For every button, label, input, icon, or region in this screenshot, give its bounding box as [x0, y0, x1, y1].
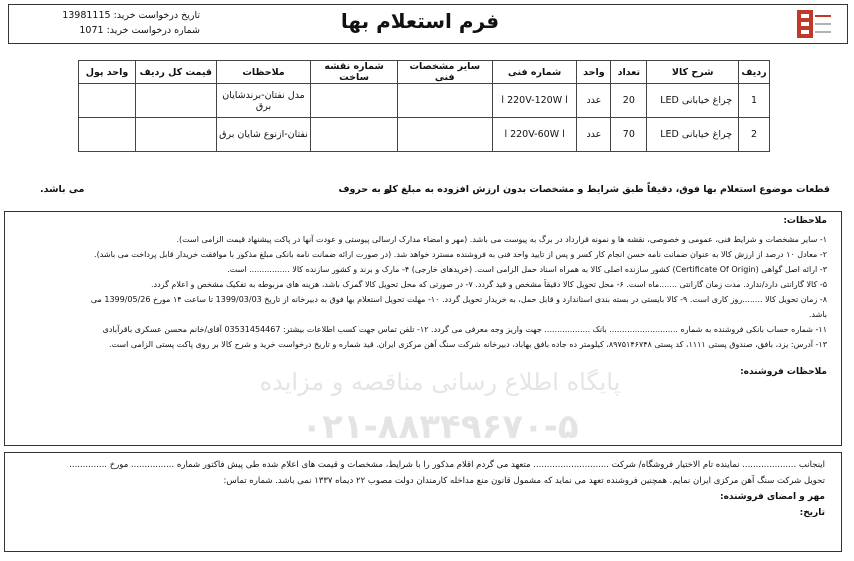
cell-technical-number: l 220V-60W l [492, 118, 577, 152]
col-technical-number: شماره فنی [492, 61, 577, 84]
cell-row-number: 1 [739, 84, 770, 118]
seller-commitment-section [4, 452, 842, 552]
note-line: ۱- سایر مشخصات و شرایط فنی، عمومی و خصوصی، نقشه ها و نمونه قرارداد در برگ به پیوست می باشد. (مهر و امضاء مدارک ارسالی پیوستی و عودت آنها در پاکت پیشنهاد قیمت الزامی است). [176, 235, 827, 244]
col-currency: واحد پول [79, 61, 136, 84]
cell-technical-number: l 220V-120W l [492, 84, 577, 118]
cell-quantity: 20 [611, 84, 647, 118]
seller-notes-title: ملاحظات فروشنده: [740, 367, 827, 377]
form-title: فرم استعلام بها [340, 9, 500, 33]
col-drawing-number: شماره نقشه ساخت [311, 61, 397, 84]
col-quantity: تعداد [611, 61, 647, 84]
notes-section [4, 211, 842, 446]
cell-other-specs [397, 118, 492, 152]
col-remarks: ملاحظات [216, 61, 311, 84]
cell-remarks: نفتان-ازنوع شایان برق [216, 118, 311, 152]
note-line: ۱۳- آدرس: یزد، بافق، صندوق پستی ۱۱۱۱، کد پستی ۸۹۷۵۱۴۶۷۴۸، کیلومتر ده جاده بافق بهاباد، دبیرخانه شرکت سنگ آهن مرکزی ایران. قید شماره و تاریخ درخواست خرید و شرح کالا بر روی پاکت پستی الزامی است. [109, 340, 827, 349]
cell-currency [79, 118, 136, 152]
cell-currency [79, 84, 136, 118]
col-row-total: قیمت کل ردیف [136, 61, 217, 84]
cell-row-total [136, 118, 217, 152]
price-in-words-label: و به حروف [338, 184, 390, 195]
cell-unit: عدد [577, 118, 611, 152]
col-other-specs: سایر مشخصات فنی [397, 61, 492, 84]
company-logo [795, 8, 833, 40]
cell-item-description: چراغ خیابانی LED [647, 84, 739, 118]
table-row [79, 84, 770, 118]
col-item-description: شرح کالا [647, 61, 739, 84]
price-statement-end: می باشد. [40, 184, 85, 195]
cell-drawing-number [311, 118, 397, 152]
cell-unit: عدد [577, 84, 611, 118]
watermark-line-1: پایگاه اطلاع رسانی مناقصه و مزایده [259, 368, 621, 396]
seller-stamp-label: مهر و امضای فروشنده: [720, 492, 825, 502]
note-line: ۲- معادل ۱۰ درصد از ارزش کالا به عنوان ضمانت نامه حسن انجام کار کسر و پس از تایید واحد فنی به فروشنده مسترد خواهد شد. (در صورت ارائه ضمانت نامه بانکی مبلغ مذکور با موافقت خریدار قابل پرداخت می باشد). [94, 250, 827, 259]
cell-remarks: مدل نفتان-برندشایان برق [216, 84, 311, 118]
signature-date-label: تاریخ: [799, 508, 825, 518]
cell-quantity: 70 [611, 118, 647, 152]
purchase-request-date: تاریخ درخواست خرید: 13981115 [62, 10, 200, 21]
commitment-line-1: اینجانب .................... نماینده تام الاختیار فروشگاه/ شرکت ............................ متعهد می گردم اقلام مذکور را با شرایط، مشخصات و قیمت های اعلام شده طی پیش فاکتور شماره ................ مورخ .............. [69, 460, 825, 470]
notes-title: ملاحظات: [783, 216, 827, 226]
col-unit: واحد [577, 61, 611, 84]
table-header-row [79, 61, 770, 84]
col-row-number: ردیف [739, 61, 770, 84]
cell-row-total [136, 84, 217, 118]
total-price-statement [40, 184, 830, 198]
items-table [78, 60, 770, 152]
purchase-request-number: شماره درخواست خرید: 1071 [79, 25, 200, 36]
table-row [79, 118, 770, 152]
price-statement-main: قطعات موضوع استعلام بها فوق، دقیقاً طبق شرایط و مشخصات بدون ارزش افزوده به مبلغ کل [383, 184, 830, 195]
note-line: ۵- کالا گارانتی دارد/ندارد. مدت زمان گارانتی .......ماه است. ۶- محل تحویل کالا دقیقاً مشخص و قید گردد. ۷- در صورتی که محل تحویل کالا گمرک باشد، هزینه های مربوطه به تفکیک مشخص و اعلام گردد. [150, 280, 827, 289]
cell-drawing-number [311, 84, 397, 118]
note-line: ۱۱- شماره حساب بانکی فروشنده به شماره ........................... بانک .................. جهت واریز وجه معرفی می گردد. ۱۲- تلفن تماس جهت کسب اطلاعات بیشتر: 03531454467 آقای/خانم محسن عسکری باقرآبادی [102, 325, 827, 334]
note-line: ۸- زمان تحویل کالا ........روز کاری است. ۹- کالا بایستی در بسته بندی استاندارد و قابل حمل، به خریدار تحویل گردد. ۱۰- مهلت تحویل استعلام بها فوق به دبیرخانه از تاریخ 1399/03/03 تا ساعت ۱۴ مورخ 1399/05/26 می [90, 295, 827, 304]
cell-other-specs [397, 84, 492, 118]
watermark-line-2: ۰۲۱-۸۸۳۴۹۶۷۰-۵ [301, 407, 579, 447]
commitment-line-2: تحویل شرکت سنگ آهن مرکزی ایران نمایم. همچنین فروشنده تعهد می نماید که مشمول قانون منع مداخله کارمندان دولت مصوب ۲۲ دیماه ۱۳۳۷ نمی باشد. شماره تماس: [223, 476, 825, 486]
note-line: ۳- ارائه اصل گواهی (Certificate Of Origin) کشور سازنده اصلی کالا به همراه اسناد حمل الزامی است. (خریدهای خارجی) ۴- مارک و برند و کشور سازنده کالا ................ است. [227, 265, 827, 274]
note-line: باشد. [808, 310, 827, 319]
cell-item-description: چراغ خیابانی LED [647, 118, 739, 152]
cell-row-number: 2 [739, 118, 770, 152]
